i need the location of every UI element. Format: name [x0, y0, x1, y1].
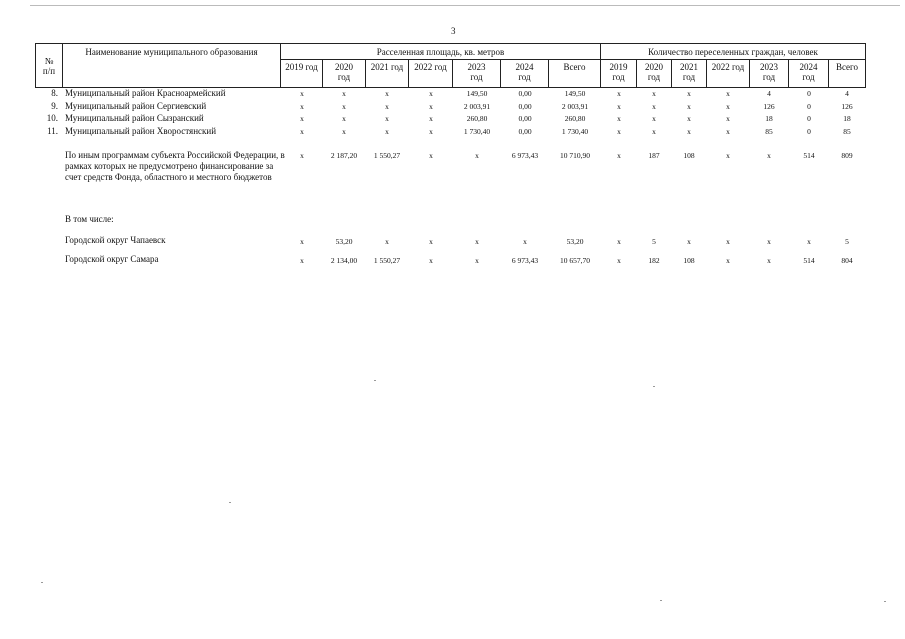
header-people-year: 2019 год [600, 59, 637, 88]
area-cell: x [342, 101, 346, 111]
row-name: Муниципальный район Сызранский [65, 113, 204, 123]
page-number: 3 [451, 26, 456, 36]
people-cell: x [726, 101, 730, 111]
header-area-total: Всего [548, 59, 601, 88]
header-area-year: 2022 год [408, 59, 453, 88]
header-people-group: Количество переселенных граждан, человек [600, 43, 866, 60]
people-cell: 804 [841, 256, 853, 265]
area-cell: x [385, 101, 389, 111]
area-cell: 149,50 [564, 89, 586, 98]
area-cell: x [429, 101, 433, 111]
people-cell: 4 [845, 89, 849, 98]
area-cell: 149,50 [466, 89, 488, 98]
area-cell: x [385, 89, 389, 98]
people-cell: 18 [843, 114, 851, 123]
people-cell: 85 [765, 126, 773, 136]
people-cell: 514 [803, 256, 815, 265]
including-label: В том числе: [65, 214, 114, 224]
people-cell: 0 [807, 89, 811, 98]
area-cell: 1 730,40 [561, 126, 589, 136]
area-cell: 1 550,27 [373, 151, 401, 160]
scan-top-edge [30, 5, 900, 6]
area-cell: x [385, 237, 389, 246]
area-cell: 0,00 [518, 101, 532, 111]
row-name: Муниципальный район Хворостянский [65, 125, 217, 136]
area-cell: x [475, 256, 479, 265]
header-people-total: Всего [828, 59, 866, 88]
people-cell: x [617, 126, 621, 136]
people-cell: x [617, 256, 621, 265]
subrow-name: Городской округ Самара [65, 254, 159, 264]
area-cell: 0,00 [518, 89, 532, 98]
scan-speck [660, 600, 662, 601]
people-cell: x [687, 101, 691, 111]
area-cell: x [300, 114, 304, 123]
area-cell: x [429, 126, 433, 136]
people-cell: x [617, 89, 621, 98]
area-cell: x [342, 89, 346, 98]
area-cell: x [523, 237, 527, 246]
area-cell: 0,00 [518, 114, 532, 123]
area-cell: 53,20 [566, 237, 584, 246]
people-cell: 0 [807, 126, 811, 136]
area-cell: x [300, 89, 304, 98]
area-cell: 2 003,91 [561, 101, 589, 111]
area-cell: 53,20 [335, 237, 353, 246]
area-cell: x [429, 151, 433, 160]
area-cell: 2 003,91 [463, 101, 491, 111]
scan-speck [374, 380, 376, 381]
people-cell: x [687, 114, 691, 123]
people-cell: x [617, 151, 621, 160]
people-cell: x [807, 237, 811, 246]
area-cell: x [300, 101, 304, 111]
area-cell: 260,80 [466, 114, 488, 123]
header-people-year: 2021 год [671, 59, 707, 88]
people-cell: 108 [683, 256, 695, 265]
area-cell: 260,80 [564, 114, 586, 123]
header-number: № п/п [35, 43, 63, 88]
people-cell: x [767, 237, 771, 246]
row-number: 11. [47, 125, 58, 136]
people-cell: x [652, 101, 656, 111]
area-cell: 0,00 [518, 126, 532, 136]
row-number: 8. [51, 88, 58, 98]
header-people-year: 2022 год [706, 59, 750, 88]
people-cell: x [687, 89, 691, 98]
area-cell: x [429, 89, 433, 98]
area-cell: x [342, 114, 346, 123]
other-programs-name: По иным программам субъекта Российской Федерации, в рамках которых не предусмотрено финансирование за счет средств Фонда, областного и местного бюджетов [65, 150, 285, 182]
area-cell: x [300, 256, 304, 265]
scan-speck [653, 386, 655, 387]
people-cell: 126 [841, 101, 853, 111]
people-cell: x [687, 126, 691, 136]
area-cell: x [429, 237, 433, 246]
header-people-year: 2024 год [788, 59, 829, 88]
people-cell: 0 [807, 101, 811, 111]
people-cell: x [767, 151, 771, 160]
area-cell: 1 550,27 [373, 256, 401, 265]
header-name: Наименование муниципального образования [62, 43, 281, 88]
people-cell: 4 [767, 89, 771, 98]
area-cell: x [300, 237, 304, 246]
header-people-year: 2020 год [636, 59, 672, 88]
area-cell: x [475, 237, 479, 246]
row-name: Муниципальный район Красноармейский [65, 88, 226, 98]
area-cell: 6 973,43 [511, 151, 539, 160]
people-cell: 182 [648, 256, 660, 265]
area-cell: x [342, 126, 346, 136]
area-cell: 10 710,90 [560, 151, 590, 160]
row-name: Муниципальный район Сергиевский [65, 100, 207, 111]
people-cell: 187 [648, 151, 660, 160]
people-cell: x [652, 114, 656, 123]
people-cell: x [767, 256, 771, 265]
people-cell: x [652, 126, 656, 136]
people-cell: 809 [841, 151, 853, 160]
area-cell: x [385, 114, 389, 123]
header-area-year: 2024 год [500, 59, 549, 88]
people-cell: 108 [683, 151, 695, 160]
area-cell: x [429, 114, 433, 123]
area-cell: x [385, 126, 389, 136]
people-cell: x [726, 89, 730, 98]
area-cell: 10 657,70 [560, 256, 590, 265]
header-people-year: 2023 год [749, 59, 789, 88]
scan-speck [41, 582, 43, 583]
subrow-name: Городской округ Чапаевск [65, 235, 166, 245]
people-cell: 0 [807, 114, 811, 123]
people-cell: 514 [803, 151, 815, 160]
area-cell: 2 187,20 [330, 151, 358, 160]
people-cell: x [726, 114, 730, 123]
people-cell: x [617, 237, 621, 246]
area-cell: 2 134,00 [330, 256, 358, 265]
people-cell: 85 [843, 126, 851, 136]
header-area-year: 2020 год [322, 59, 366, 88]
area-cell: 1 730,40 [463, 126, 491, 136]
people-cell: 5 [845, 237, 849, 246]
scan-speck [884, 601, 886, 602]
people-cell: x [726, 126, 730, 136]
header-area-year: 2023 год [452, 59, 501, 88]
people-cell: 5 [652, 237, 656, 246]
area-cell: 6 973,43 [511, 256, 539, 265]
people-cell: x [652, 89, 656, 98]
area-cell: x [300, 126, 304, 136]
people-cell: x [726, 237, 730, 246]
scan-speck [229, 502, 231, 503]
header-area-group: Расселенная площадь, кв. метров [280, 43, 601, 60]
people-cell: x [617, 101, 621, 111]
row-number: 9. [51, 100, 58, 111]
people-cell: 126 [763, 101, 775, 111]
row-number: 10. [46, 113, 58, 123]
people-cell: x [726, 256, 730, 265]
header-area-year: 2019 год [280, 59, 323, 88]
area-cell: x [300, 151, 304, 160]
people-cell: 18 [765, 114, 773, 123]
people-cell: x [617, 114, 621, 123]
people-cell: x [726, 151, 730, 160]
area-cell: x [429, 256, 433, 265]
people-cell: x [687, 237, 691, 246]
header-area-year: 2021 год [365, 59, 409, 88]
area-cell: x [475, 151, 479, 160]
